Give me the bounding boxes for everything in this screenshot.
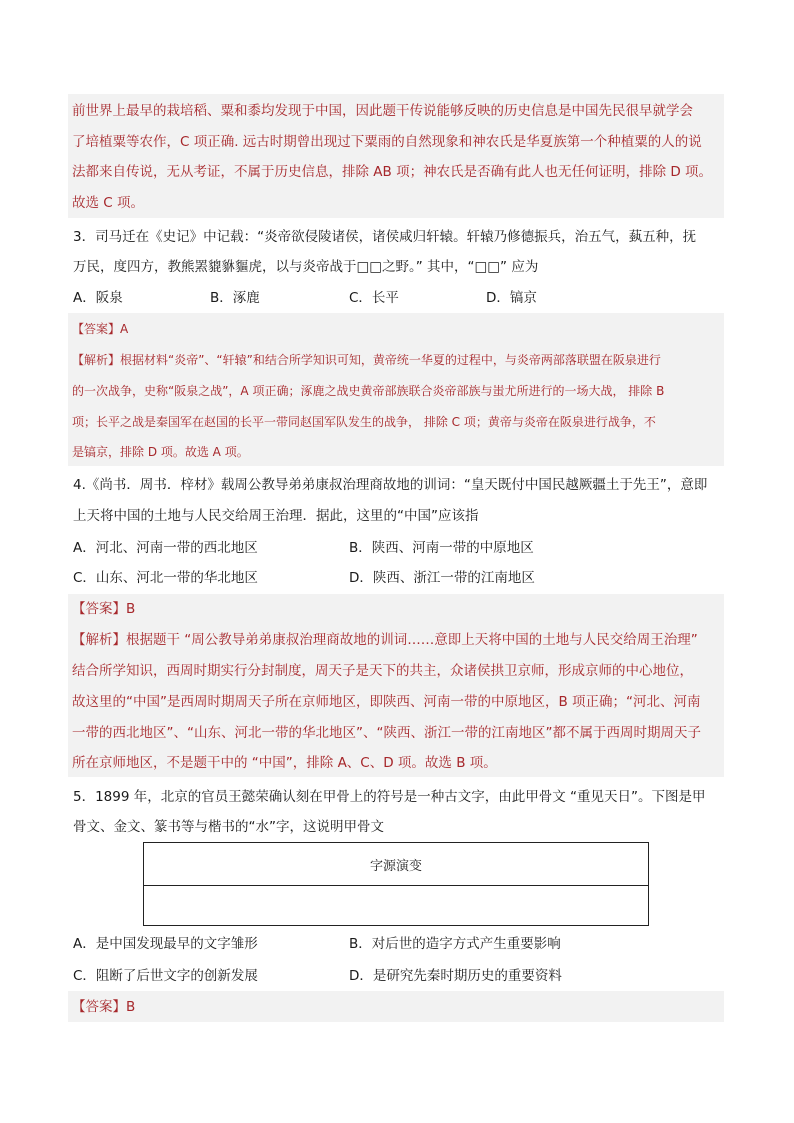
question-5-option-d[interactable]: D．是研究先秦时期历史的重要资料 [349, 968, 562, 984]
question-3-option-b[interactable]: B．涿鹿 [210, 290, 260, 306]
analysis-line: 结合所学知识，西周时期实行分封制度，周天子是天下的共主，众诸侯拱卫京师，形成京师的中心地位， [72, 663, 693, 679]
question-4-option-d[interactable]: D．陕西、浙江一带的江南地区 [349, 570, 535, 586]
question-5-stem: 骨文、金文、篆书等与楷书的“水”字，这说明甲骨文 [73, 819, 384, 835]
table-body-empty [144, 886, 648, 924]
question-3-option-d[interactable]: D．镐京 [486, 290, 537, 306]
analysis-line: 【解析】根据题干 “周公教导弟弟康叔治理商故地的训词……意即上天将中国的土地与人民交给周王治理” [72, 632, 698, 648]
question-3-stem: 3．司马迁在《史记》中记载：“炎帝欲侵陵诸侯，诸侯咸归轩辕。轩辕乃修德振兵，治五气，蓺五种，抚 [73, 229, 697, 245]
question-4-option-c[interactable]: C．山东、河北一带的华北地区 [73, 570, 258, 586]
analysis-line: 故这里的“中国”是西周时期周天子所在京师地区，即陕西、河南一带的中原地区，B 项正确；“河北、河南 [72, 694, 701, 710]
question-3-stem: 万民，度四方，教熊罴貔貅貙虎，以与炎帝战于□□之野。” 其中，“□□” 应为 [73, 259, 539, 275]
analysis-line: 【解析】根据材料“炎帝”、“轩辕”和结合所学知识可知，黄帝统一华夏的过程中，与炎帝两部落联盟在阪泉进行 [72, 353, 661, 367]
question-4-option-a[interactable]: A．河北、河南一带的西北地区 [73, 540, 258, 556]
question-3-answer-block [68, 313, 724, 466]
question-3-option-c[interactable]: C．长平 [349, 290, 399, 306]
analysis-line: 法都来自传说，无从考证，不属于历史信息，排除 AB 项；神农氏是否确有此人也无任何证明，排除 D 项。 [72, 164, 713, 180]
analysis-line: 故选 C 项。 [72, 195, 145, 211]
table-title: 字源演变 [144, 843, 648, 886]
analysis-line: 了培植粟等农作，C 项正确. 远古时期曾出现过下粟雨的自然现象和神农氏是华夏族第一个种植粟的人的说 [72, 134, 702, 150]
analysis-line: 前世界上最早的栽培稻、粟和黍均发现于中国，因此题干传说能够反映的历史信息是中国先民很早就学会 [72, 103, 693, 119]
question-5-option-c[interactable]: C．阻断了后世文字的创新发展 [73, 968, 258, 984]
question-5-answer-block [68, 991, 724, 1022]
question-5-option-b[interactable]: B．对后世的造字方式产生重要影响 [349, 936, 561, 952]
question-4-stem: 上天将中国的土地与人民交给周王治理．据此，这里的“中国”应该指 [73, 508, 479, 524]
answer-label: 【答案】A [72, 322, 129, 336]
question-5-stem: 5．1899 年，北京的官员王懿荣确认刻在甲骨上的符号是一种古文字，由此甲骨文 “重见天日”。下图是甲 [73, 789, 706, 805]
question-3-option-a[interactable]: A．阪泉 [73, 290, 123, 306]
answer-label: 【答案】B [72, 999, 136, 1015]
question-4-stem: 4.《尚书．周书．梓材》载周公教导弟弟康叔治理商故地的训词：“皇天既付中国民越厥疆土于先王”，意即 [73, 477, 708, 493]
analysis-line: 所在京师地区，不是题干中的 “中国”，排除 A、C、D 项。故选 B 项。 [72, 755, 497, 771]
question-5-option-a[interactable]: A．是中国发现最早的文字雏形 [73, 936, 258, 952]
question-4-option-b[interactable]: B．陕西、河南一带的中原地区 [349, 540, 534, 556]
analysis-line: 是镐京，排除 D 项。故选 A 项。 [72, 445, 249, 459]
character-evolution-table [143, 842, 649, 926]
answer-label: 【答案】B [72, 601, 136, 617]
analysis-line: 项；长平之战是秦国军在赵国的长平一带同赵国军队发生的战争， 排除 C 项；黄帝与炎帝在阪泉进行战争，不 [72, 415, 656, 429]
analysis-line: 的一次战争，史称“阪泉之战”，A 项正确；涿鹿之战史黄帝部族联合炎帝部族与蚩尤所进行的一场大战， 排除 B [72, 384, 665, 398]
previous-analysis-block [68, 94, 724, 218]
question-4-answer-block [68, 594, 724, 777]
analysis-line: 一带的西北地区”、“山东、河北一带的华北地区”、“陕西、浙江一带的江南地区”都不属于西周时期周天子 [72, 725, 701, 741]
